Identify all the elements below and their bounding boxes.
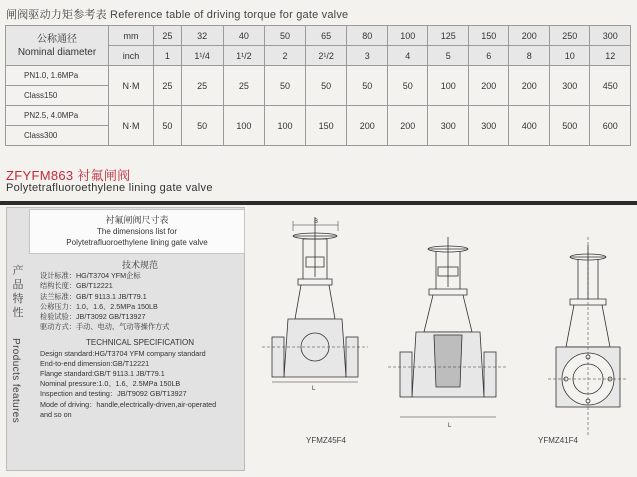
spec-line-en: Design standard:HG/T3704 YFM company standard xyxy=(40,348,206,358)
mm-cell: 200 xyxy=(509,26,550,46)
unit-mm: mm xyxy=(109,26,154,46)
torque-value-cell: 500 xyxy=(549,106,590,146)
inch-cell: 5 xyxy=(428,46,469,66)
nominal-diameter-label-cn: 公称通径 xyxy=(37,33,77,45)
torque-value-cell: 200 xyxy=(347,106,388,146)
spec-line-cn: 检验试验：JB/T3092 GB/T13927 xyxy=(40,312,146,322)
torque-value-cell: 400 xyxy=(509,106,550,146)
unit-nm: N·M xyxy=(109,66,154,106)
feature-char: 品 xyxy=(12,279,24,291)
mm-cell: 32 xyxy=(181,26,223,46)
caption-yfmz41f4: YFMZ41F4 xyxy=(538,436,579,445)
dim-label-l: L xyxy=(448,423,452,429)
torque-value-cell: 150 xyxy=(305,106,347,146)
feature-char: 特 xyxy=(12,293,24,305)
spec-line-en: and so on xyxy=(40,409,72,419)
inch-cell: 4 xyxy=(387,46,428,66)
torque-value-cell: 25 xyxy=(223,66,265,106)
mm-cell: 25 xyxy=(154,26,182,46)
mm-cell: 65 xyxy=(305,26,347,46)
spec-title-cn: 技术规范 xyxy=(121,260,158,270)
spec-line-en: Inspection and testing：JB/T9092 GB/T13927 xyxy=(40,389,187,399)
table-row xyxy=(6,66,631,86)
nominal-diameter-label-en: Nominal diameter xyxy=(17,46,97,58)
valve-drawing-rising-stem xyxy=(262,217,368,392)
spec-line-cn: 驱动方式：手动、电动、气动等操作方式 xyxy=(40,322,170,332)
pressure-class-cell: PN1.0, 1.6MPa xyxy=(6,66,109,86)
spec-title-en: TECHNICAL SPECIFICATION xyxy=(85,338,194,348)
dimensions-list-cn: 衬氟闸阀尺寸表 xyxy=(105,215,169,225)
torque-value-cell: 100 xyxy=(223,106,265,146)
torque-value-cell: 100 xyxy=(265,106,306,146)
table-row xyxy=(6,106,631,126)
product-name-en: Polytetrafluoroethylene lining gate valve xyxy=(6,182,213,194)
pressure-class-cell: Class300 xyxy=(6,126,109,146)
unit-inch: inch xyxy=(109,46,154,66)
mm-cell: 250 xyxy=(549,26,590,46)
torque-value-cell: 600 xyxy=(590,106,631,146)
mm-cell: 150 xyxy=(468,26,509,46)
valve-drawing-section xyxy=(388,237,506,429)
torque-table-title: 闸阀驱动力矩参考表 Reference table of driving torque for gate valve xyxy=(6,9,349,21)
spec-line-en: Nominal pressure:1.0、1.6、2.5MPa 150LB xyxy=(40,379,181,389)
spec-line-cn: 法兰标准：GB/T 9113.1 JB/T79.1 xyxy=(40,291,147,301)
torque-value-cell: 200 xyxy=(468,66,509,106)
feature-char: 性 xyxy=(12,307,24,319)
dimensions-list-en-line2: Polytetrafluoroethylene lining gate valve xyxy=(66,238,208,247)
mm-cell: 100 xyxy=(387,26,428,46)
inch-cell: 1 xyxy=(154,46,182,66)
inch-cell: 3 xyxy=(347,46,388,66)
spec-line-cn: 公称压力：1.0、1.6、2.5MPa 150LB xyxy=(40,301,158,311)
section-divider xyxy=(0,201,637,205)
torque-value-cell: 450 xyxy=(590,66,631,106)
pressure-class-cell: Class150 xyxy=(6,86,109,106)
feature-char: 产 xyxy=(12,265,24,277)
nominal-diameter-label xyxy=(6,26,109,66)
spec-line-cn: 结构长度：GB/T12221 xyxy=(40,281,113,291)
inch-cell: 6 xyxy=(468,46,509,66)
mm-cell: 80 xyxy=(347,26,388,46)
torque-value-cell: 50 xyxy=(181,106,223,146)
mm-cell: 40 xyxy=(223,26,265,46)
spec-line-en: End-to-end dimension:GB/T12221 xyxy=(40,358,150,368)
valve-drawings xyxy=(248,207,637,472)
product-code-title: ZFYFM863 衬氟闸阀 xyxy=(6,168,131,183)
torque-value-cell: 100 xyxy=(428,66,469,106)
product-features-en: Products features xyxy=(10,338,21,424)
unit-nm: N·M xyxy=(109,106,154,146)
torque-value-cell: 300 xyxy=(468,106,509,146)
inch-cell: 10 xyxy=(549,46,590,66)
inch-cell: 2 xyxy=(265,46,306,66)
inch-cell: 1¹/2 xyxy=(223,46,265,66)
mm-cell: 50 xyxy=(265,26,306,46)
inch-cell: 1¹/4 xyxy=(181,46,223,66)
torque-value-cell: 25 xyxy=(154,66,182,106)
spec-line-en: Mode of driving：handle,electrically-driven,air-operated xyxy=(40,399,217,409)
dimensions-list-en-line1: The dimensions list for xyxy=(96,227,178,236)
torque-value-cell: 300 xyxy=(549,66,590,106)
torque-value-cell: 300 xyxy=(428,106,469,146)
dim-label-l: L xyxy=(312,386,316,392)
valve-drawings-svg xyxy=(248,207,637,472)
pressure-class-cell: PN2.5, 4.0MPa xyxy=(6,106,109,126)
dimensions-list-box xyxy=(29,209,245,254)
dim-label-b: B xyxy=(314,219,319,225)
torque-value-cell: 50 xyxy=(154,106,182,146)
header-row-mm xyxy=(6,26,631,46)
inch-cell: 2¹/2 xyxy=(305,46,347,66)
mm-cell: 125 xyxy=(428,26,469,46)
inch-cell: 8 xyxy=(509,46,550,66)
torque-value-cell: 50 xyxy=(265,66,306,106)
valve-drawing-end-view xyxy=(548,237,628,437)
torque-value-cell: 25 xyxy=(181,66,223,106)
spec-line-cn: 设计标准：HG/T3704 YFM企标 xyxy=(40,271,141,281)
torque-value-cell: 200 xyxy=(509,66,550,106)
torque-table xyxy=(5,25,631,146)
torque-value-cell: 50 xyxy=(387,66,428,106)
caption-yfmz45f4: YFMZ45F4 xyxy=(306,436,347,445)
product-features-cn xyxy=(12,264,24,320)
spec-line-en: Flange standard:GB/T 9113.1 JB/T79.1 xyxy=(40,369,165,379)
mm-cell: 300 xyxy=(590,26,631,46)
torque-value-cell: 50 xyxy=(347,66,388,106)
torque-value-cell: 200 xyxy=(387,106,428,146)
technical-spec xyxy=(40,260,240,420)
inch-cell: 12 xyxy=(590,46,631,66)
torque-value-cell: 50 xyxy=(305,66,347,106)
